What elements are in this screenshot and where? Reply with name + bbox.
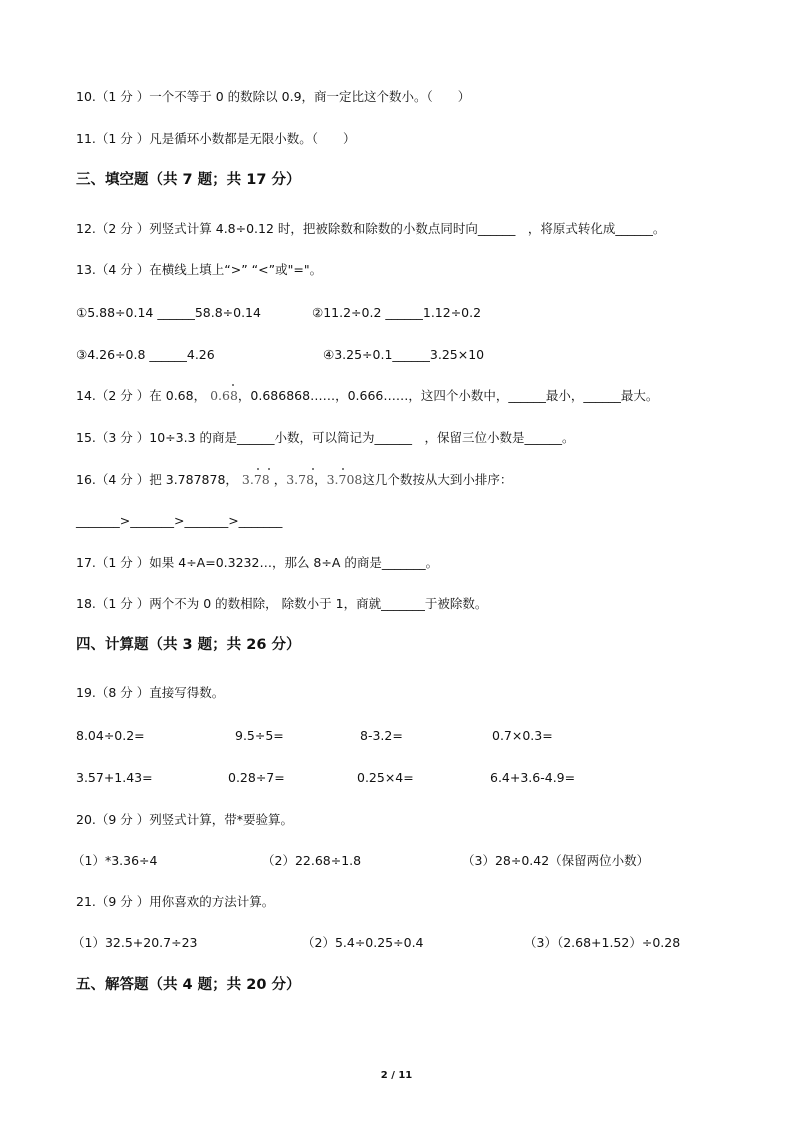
- repeating-decimal-2: [286, 471, 314, 489]
- repeating-decimal: [210, 387, 238, 405]
- q21-item: （2）5.4÷0.25÷0.4: [302, 935, 424, 950]
- q19-item: 3.57+1.43=: [76, 770, 153, 785]
- repeat-dot: [312, 468, 314, 470]
- q19-row-2: [76, 769, 773, 787]
- question-21: 21.（9 分 ）用你喜欢的方法计算。: [76, 894, 275, 909]
- question-18: 18.（1 分 ）两个不为 0 的数相除， 除数小于 1，商就_______于被除数。: [76, 596, 488, 611]
- q16-answer-blanks: _______>_______>_______>_______: [76, 513, 283, 528]
- q19-item: 9.5÷5=: [235, 728, 284, 743]
- decimal-value: 3.78: [286, 472, 315, 487]
- question-15: 15.（3 分 ）10÷3.3 的商是______小数，可以简记为______ ，保留三位小数是______。: [76, 430, 575, 445]
- repeat-dot: [342, 468, 344, 470]
- q21-item: （3）（2.68+1.52）÷0.28: [524, 935, 681, 950]
- decimal-value: 3.708: [326, 472, 363, 487]
- question-16: 16.（4 分 ）把 3.787878， 3.78 ，3.78 ，3.708 这几个数按从大到小排序：: [76, 471, 773, 489]
- q13-row-1: [76, 304, 773, 322]
- question-17: 17.（1 分 ）如果 4÷A=0.3232…，那么 8÷A 的商是_______。: [76, 555, 439, 570]
- q16-text-end: 这几个数按从大到小排序：: [362, 472, 513, 487]
- q19-item: 8.04÷0.2=: [76, 728, 145, 743]
- q20-item: （2）22.68÷1.8: [262, 853, 362, 868]
- question-11: 11.（1 分 ）凡是循环小数都是无限小数。（ ）: [76, 131, 356, 146]
- q14-text-end: ，0.686868……，0.666……，这四个小数中，______最小，______最大。: [237, 388, 659, 403]
- decimal-value: 3.78: [241, 472, 270, 487]
- question-13: 13.（4 分 ）在横线上填上“>” “<”或"="。: [76, 262, 323, 277]
- q20-item: （1）*3.36÷4: [72, 853, 158, 868]
- q13-item-3: ③4.26÷0.8 ______4.26: [76, 347, 215, 362]
- question-10: 10.（1 分 ）一个不等于 0 的数除以 0.9，商一定比这个数小。（ ）: [76, 89, 471, 104]
- q13-item-1: ①5.88÷0.14 ______58.8÷0.14: [76, 305, 261, 320]
- q19-item: 0.7×0.3=: [492, 728, 553, 743]
- q13-row-2: [76, 346, 773, 364]
- question-14: [76, 387, 773, 405]
- question-20: 20.（9 分 ）列竖式计算，带*要验算。: [76, 812, 294, 827]
- section-heading-calculation: 四、计算题（共 3 题；共 26 分）: [76, 637, 301, 653]
- q16-text: 16.（4 分 ）把 3.787878，: [76, 472, 238, 487]
- q19-item: 6.4+3.6-4.9=: [490, 770, 576, 785]
- repeating-decimal-value: 0.68: [210, 388, 238, 403]
- q14-text: 14.（2 分 ）在 0.68，: [76, 388, 207, 403]
- section-heading-fill-in: 三、填空题（共 7 题；共 17 分）: [76, 172, 301, 188]
- section-heading-word-problems: 五、解答题（共 4 题；共 20 分）: [76, 977, 301, 993]
- q13-item-2: ②11.2÷0.2 ______1.12÷0.2: [312, 305, 482, 320]
- q21-item: （1）32.5+20.7÷23: [72, 935, 198, 950]
- page-number: 2 / 11: [380, 1070, 413, 1081]
- question-19: 19.（8 分 ）直接写得数。: [76, 685, 225, 700]
- q19-item: 8-3.2=: [360, 728, 403, 743]
- q19-item: 0.25×4=: [357, 770, 414, 785]
- q19-row-1: [76, 727, 773, 745]
- q20-item: （3）28÷0.42（保留两位小数）: [462, 853, 650, 868]
- repeating-decimal-1: [242, 471, 270, 489]
- q20-items: [72, 852, 773, 870]
- repeating-decimal-3: [327, 471, 363, 489]
- repeat-dot: [232, 384, 234, 386]
- q13-item-4: ④3.25÷0.1______3.25×10: [323, 347, 485, 362]
- repeat-dot: [257, 468, 259, 470]
- question-12: 12.（2 分 ）列竖式计算 4.8÷0.12 时，把被除数和除数的小数点同时向______ ，将原式转化成______。: [76, 221, 666, 236]
- q19-item: 0.28÷7=: [228, 770, 285, 785]
- repeat-dot: [268, 468, 270, 470]
- q21-items: [72, 934, 773, 952]
